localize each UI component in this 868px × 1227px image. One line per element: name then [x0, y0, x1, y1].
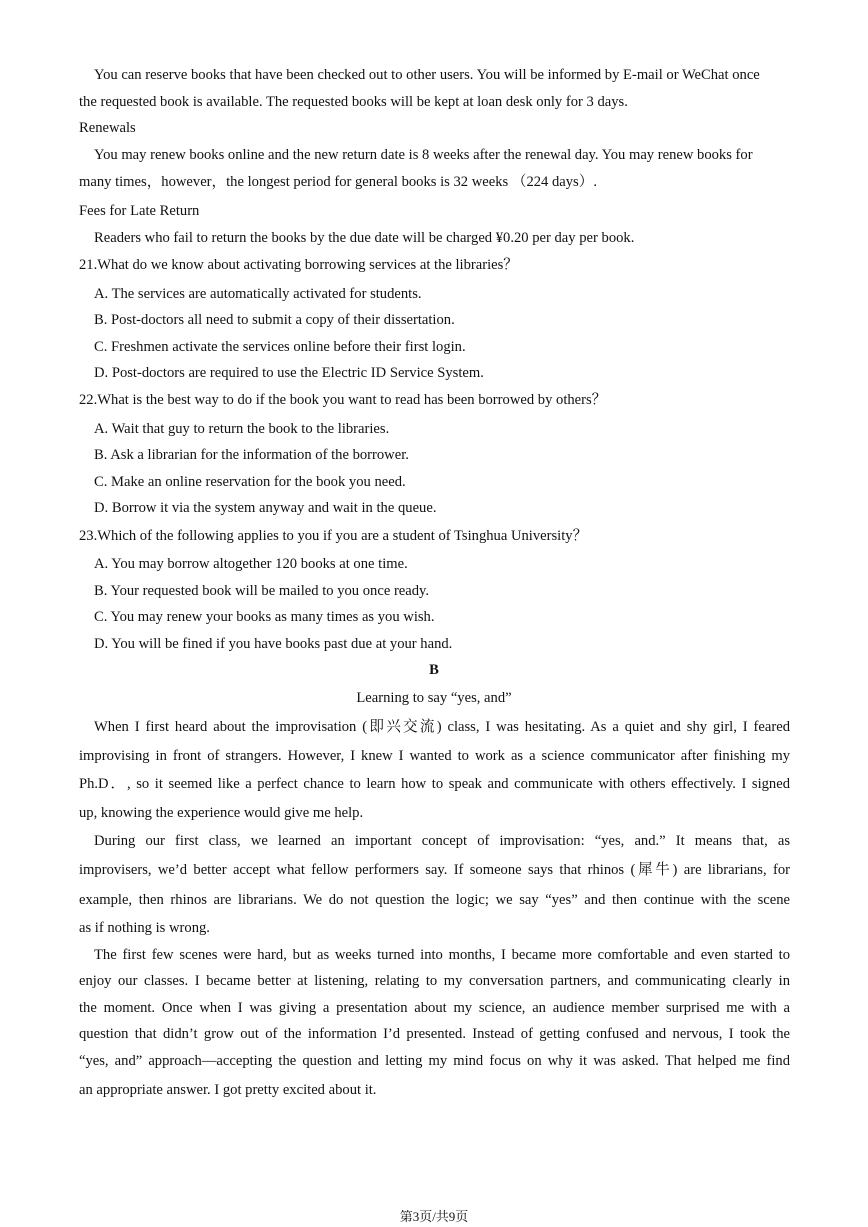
passage-b-p3-line3: the moment. Once when I was giving a presentation about my science, an audience member surprised me with a	[79, 1000, 790, 1016]
passage-b-p1-line2: improvising in front of strangers. However, I knew I wanted to work as a science communicator after finishing my	[79, 748, 790, 764]
question-21-option-c: C. Freshmen activate the services online before their first login.	[94, 339, 466, 355]
passage-b-p3-line5: “yes, and” approach—accepting the question and letting my mind focus on why it was asked. That helped me find	[79, 1053, 790, 1069]
question-21-stem: 21.What do we know about activating borrowing services at the libraries？	[79, 257, 518, 273]
passage-b-p2-line3: example, then rhinos are librarians. We do not question the logic; we say “yes” and then continue with the scene	[79, 892, 790, 908]
question-21-option-d: D. Post-doctors are required to use the Electric ID Service System.	[94, 365, 484, 381]
passage-b-p3-line6: an appropriate answer. I got pretty excited about it.	[79, 1082, 377, 1098]
question-21-option-b: B. Post-doctors all need to submit a copy of their dissertation.	[94, 312, 455, 328]
passage-b-p1-line3: Ph.D．, so it seemed like a perfect chance to learn how to speak and communicate with others effectively. I signed	[79, 776, 790, 792]
question-23-option-c: C. You may renew your books as many times as you wish.	[94, 609, 435, 625]
question-23-option-b: B. Your requested book will be mailed to you once ready.	[94, 583, 430, 599]
question-22-option-c: C. Make an online reservation for the book you need.	[94, 474, 406, 490]
passage-b-p1-line1: When I first heard about the improvisation (即兴交流) class, I was hesitating. As a quiet and shy girl, I feared	[94, 719, 790, 735]
passage-b-p2-line1: During our first class, we learned an important concept of improvisation: “yes, and.” It means that, as	[94, 833, 790, 849]
passage-b-p2-line2: improvisers, we’d better accept what fellow performers say. If someone says that rhinos (犀牛) are librarians, for	[79, 862, 790, 878]
reserve-paragraph-line1: You can reserve books that have been checked out to other users. You will be informed by E-mail or WeChat once	[94, 67, 760, 83]
passage-b-p3-line1: The first few scenes were hard, but as weeks turned into months, I became more comfortable and even started to	[94, 947, 790, 963]
question-23-stem: 23.Which of the following applies to you if you are a student of Tsinghua University？	[79, 528, 588, 544]
question-22-option-d: D. Borrow it via the system anyway and wait in the queue.	[94, 500, 437, 516]
passage-b-p1-line4: up, knowing the experience would give me help.	[79, 805, 364, 821]
fees-paragraph-line1: Readers who fail to return the books by the due date will be charged ¥0.20 per day per book.	[94, 230, 635, 246]
fees-heading: Fees for Late Return	[79, 203, 200, 219]
question-23-option-a: A. You may borrow altogether 120 books at one time.	[94, 556, 408, 572]
passage-b-p2-line4: as if nothing is wrong.	[79, 920, 210, 936]
question-22-option-b: B. Ask a librarian for the information of the borrower.	[94, 447, 409, 463]
question-23-option-d: D. You will be fined if you have books past due at your hand.	[94, 636, 453, 652]
question-22-stem: 22.What is the best way to do if the book you want to read has been borrowed by others？	[79, 392, 607, 408]
question-22-option-a: A. Wait that guy to return the book to the libraries.	[94, 421, 390, 437]
renewals-paragraph-line1: You may renew books online and the new return date is 8 weeks after the renewal day. You may renew books for	[94, 147, 753, 163]
renewals-heading: Renewals	[79, 120, 136, 136]
question-21-option-a: A. The services are automatically activated for students.	[94, 286, 422, 302]
renewals-paragraph-line2: many times，however，the longest period for general books is 32 weeks （224 days）.	[79, 174, 597, 190]
page-number-footer: 第3页/共9页	[399, 1209, 469, 1224]
passage-b-p3-line2: enjoy our classes. I became better at listening, relating to my conversation partners, and communicating clearly in	[79, 973, 790, 989]
passage-b-p3-line4: question that didn’t grow out of the information I’d presented. Instead of getting confused and nervous, I took the	[79, 1026, 790, 1042]
section-b-label: B	[429, 662, 439, 678]
passage-b-title: Learning to say “yes, and”	[356, 690, 512, 706]
reserve-paragraph-line2: the requested book is available. The requested books will be kept at loan desk only for 3 days.	[79, 94, 628, 110]
